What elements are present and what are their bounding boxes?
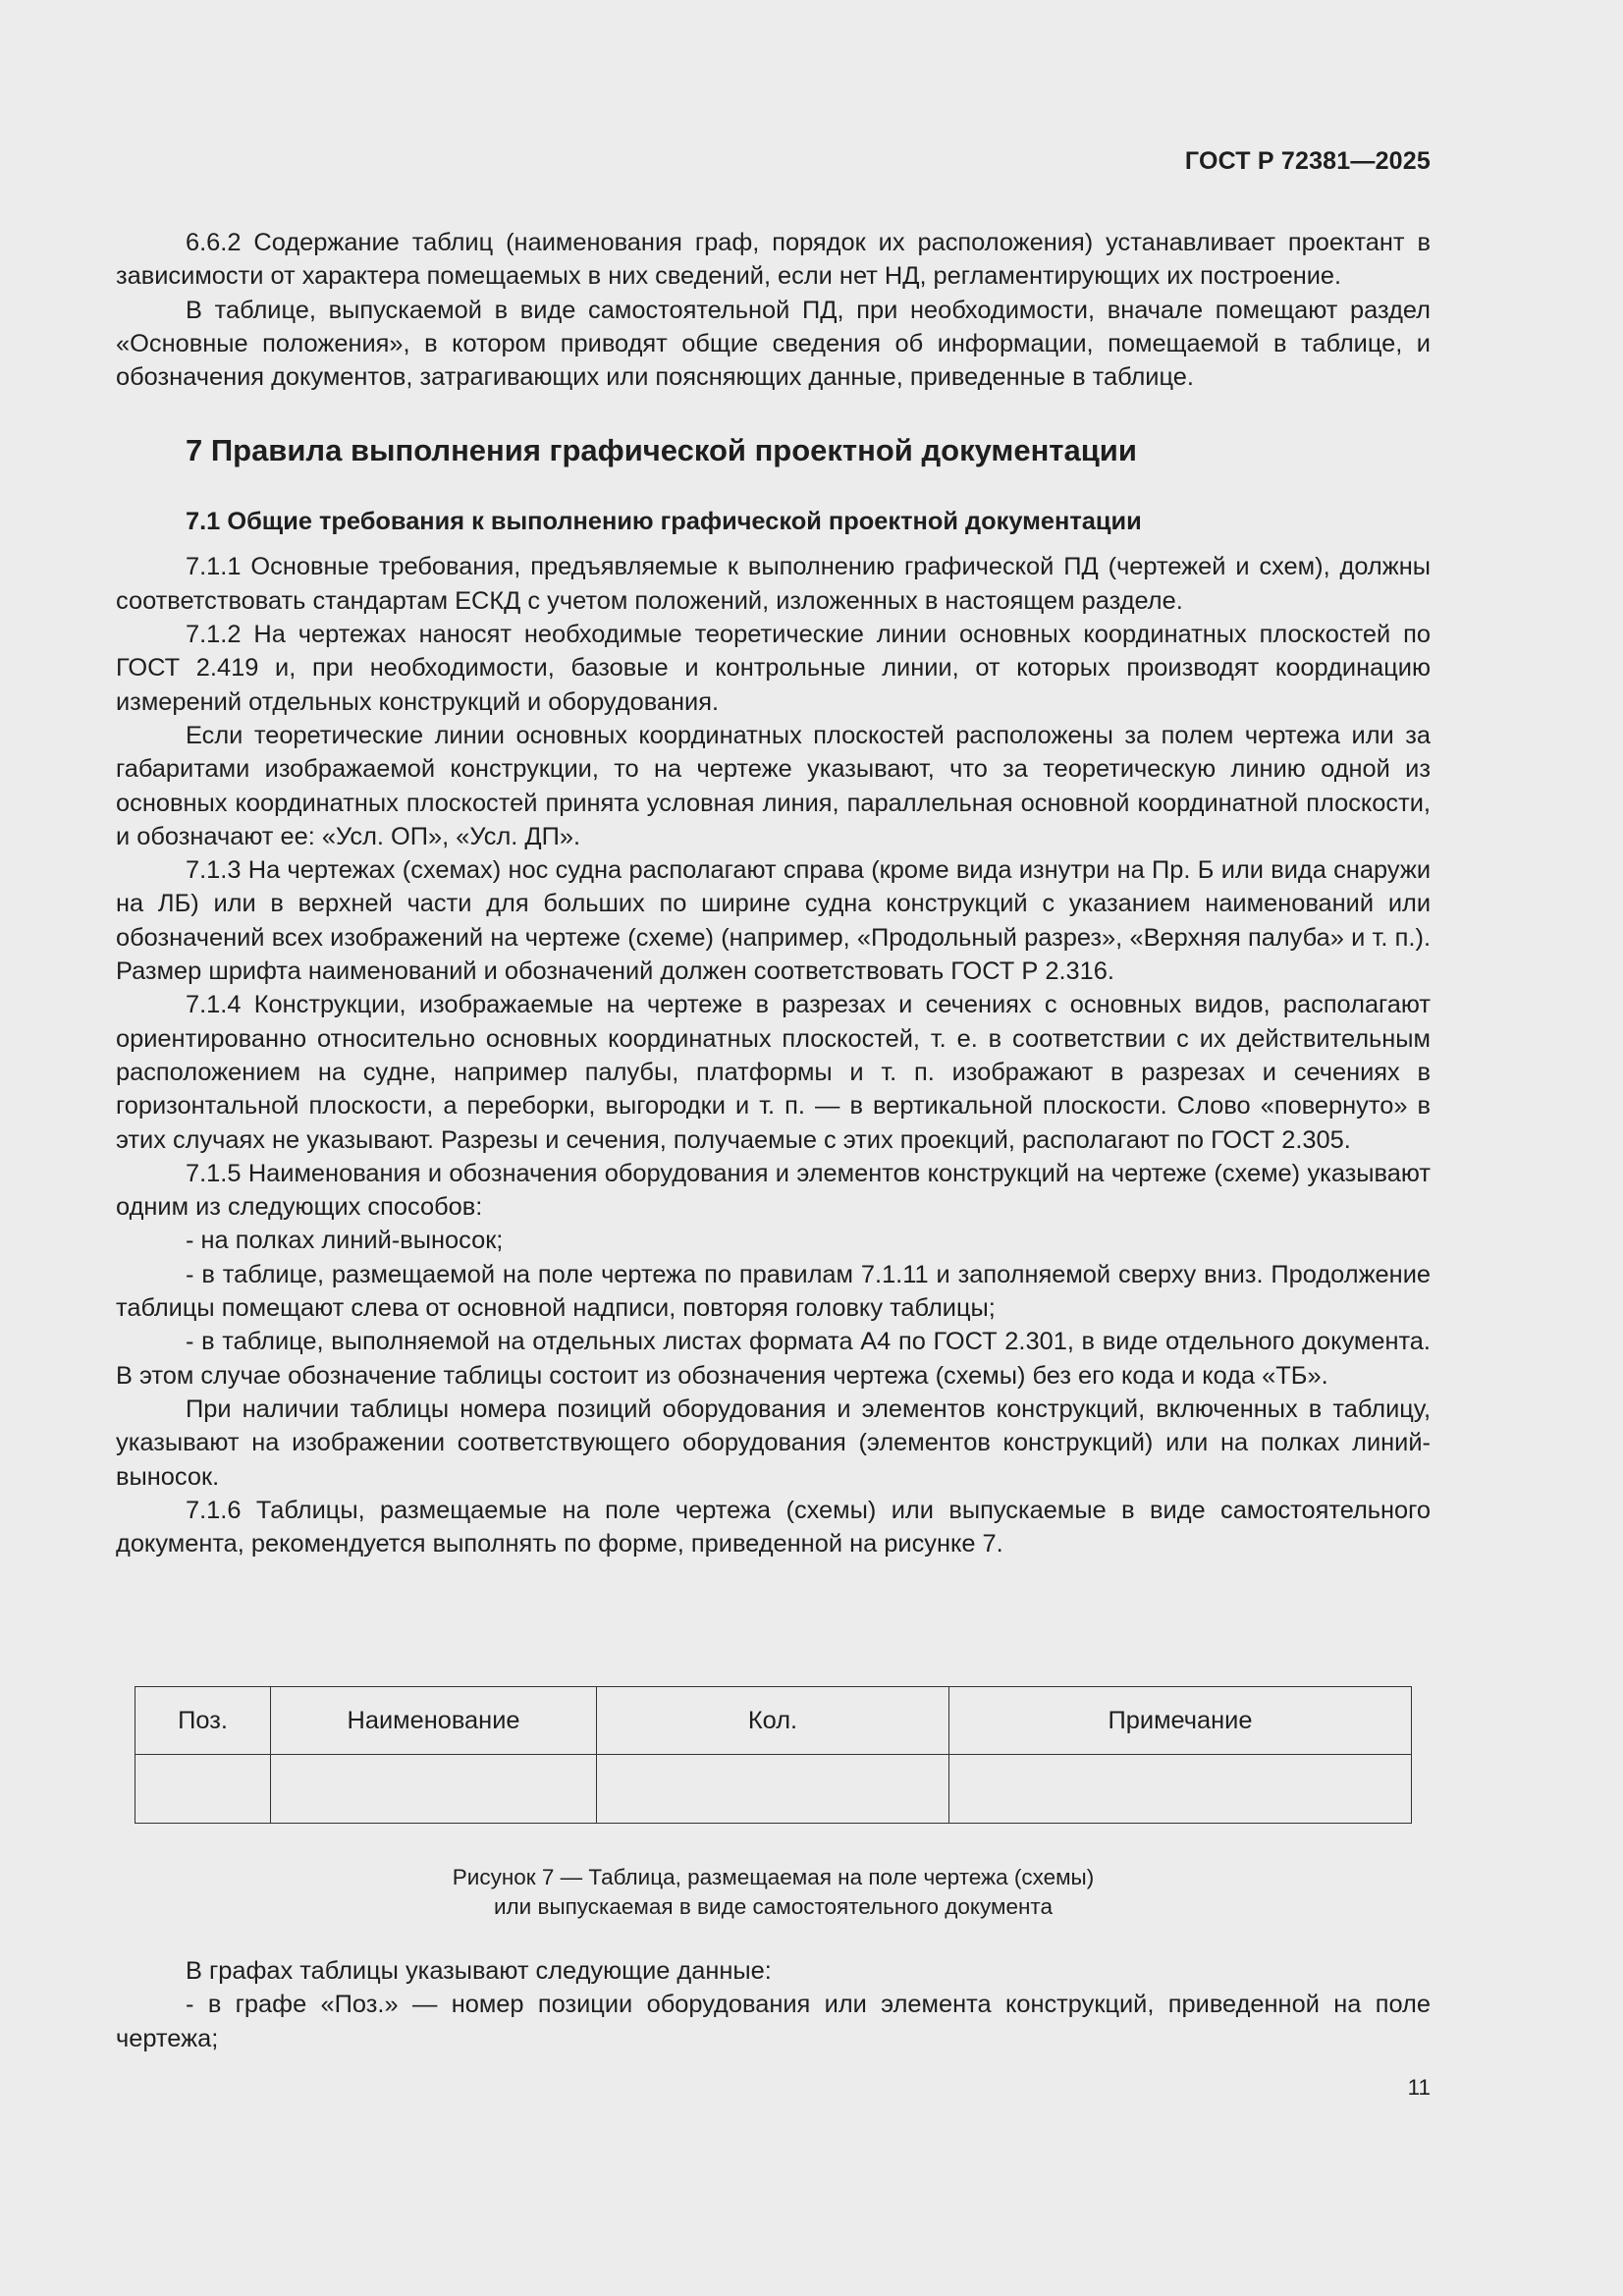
document-code-header: ГОСТ Р 72381—2025 bbox=[1184, 147, 1431, 175]
table-header-row bbox=[135, 1687, 1412, 1755]
paragraph-main-provisions: В таблице, выпускаемой в виде самостоятельной ПД, при необходимости, вначале помещают раздел «Основные положения», в котором приводят общие сведения об информации, помещаемой в таблице, и обозначения документов, затрагивающих или поясняющих данные, приведенные в таблице. bbox=[116, 296, 1431, 392]
list-item: - в таблице, размещаемой на поле чертежа по правилам 7.1.11 и заполняемой сверху вниз. Продолжение таблицы помещают слева от основной надписи, повторяя головку таблицы; bbox=[116, 1260, 1431, 1323]
paragraph-position-numbers: При наличии таблицы номера позиций оборудования и элементов конструкций, включенных в таблицу, указывают на изображении соответствующего оборудования (элементов конструкций) или на полках линий-выносок. bbox=[116, 1394, 1431, 1491]
table-row bbox=[135, 1755, 1412, 1824]
after-figure-text bbox=[116, 1954, 1431, 2055]
subsection-title: 7.1 Общие требования к выполнению графической проектной документации bbox=[186, 508, 1142, 536]
table-cell-empty bbox=[597, 1755, 949, 1824]
figure-7-table bbox=[135, 1686, 1412, 1824]
paragraph-theoretical-lines: Если теоретические линии основных координатных плоскостей расположены за полем чертежа или за габаритами изображаемой конструкции, то на чертеже указывают, что за теоретическую линию одной из основных координатных плоскостей принята условная линия, параллельная основной координатной плоскости, и обозначают ее: «Усл. ОП», «Усл. ДП». bbox=[116, 721, 1431, 850]
table-cell-empty bbox=[949, 1755, 1412, 1824]
figure-caption-line-2: или выпускаемая в виде самостоятельного документа bbox=[493, 1894, 1053, 1919]
paragraph-7-1-5: 7.1.5 Наименования и обозначения оборудования и элементов конструкций на чертеже (схеме) указывают одним из следующих способов: bbox=[116, 1159, 1431, 1222]
list-item: - на полках линий-выносок; bbox=[186, 1227, 504, 1255]
paragraph-7-1-1: 7.1.1 Основные требования, предъявляемые к выполнению графической ПД (чертежей и схем), должны соответствовать стандартам ЕСКД с учетом положений, изложенных в настоящем разделе. bbox=[116, 553, 1431, 615]
paragraph-6-6-2: 6.6.2 Содержание таблиц (наименования граф, порядок их расположения) устанавливает проектант в зависимости от характера помещаемых в них сведений, если нет НД, регламентирующих их построение. bbox=[116, 229, 1431, 291]
column-header-name: Наименование bbox=[271, 1687, 597, 1755]
figure-caption-line-1: Рисунок 7 — Таблица, размещаемая на поле чертежа (схемы) bbox=[452, 1865, 1095, 1889]
column-header-pos: Поз. bbox=[135, 1687, 271, 1755]
table-cell-empty bbox=[135, 1755, 271, 1824]
list-item: - в таблице, выполняемой на отдельных листах формата А4 по ГОСТ 2.301, в виде отдельного документа. В этом случае обозначение таблицы состоит из обозначения чертежа (схемы) без его кода и кода «ТБ». bbox=[116, 1328, 1431, 1390]
paragraph-7-1-2: 7.1.2 На чертежах наносят необходимые теоретические линии основных координатных плоскостей по ГОСТ 2.419 и, при необходимости, базовые и контрольные линии, от которых производят координацию измерений отдельных конструкций и оборудования. bbox=[116, 621, 1431, 716]
paragraph-7-1-4: 7.1.4 Конструкции, изображаемые на чертеже в разрезах и сечениях с основных видов, располагают ориентированно относительно основных координатных плоскостей, т. е. в соответствии с их действительным расположением на судне, например палубы, платформы и т. п. изображают в разрезах и сечениях в горизонтальной плоскости, а переборки, выгородки и т. п. — в вертикальной плоскости. Слово «повернуто» в этих случаях не указывают. Разрезы и сечения, получаемые с этих проекций, располагают по ГОСТ 2.305. bbox=[116, 991, 1431, 1154]
list-item: - в графе «Поз.» — номер позиции оборудования или элемента конструкций, приведенной на поле чертежа; bbox=[116, 1991, 1431, 2052]
main-text bbox=[116, 226, 1431, 1560]
section-title: 7 Правила выполнения графической проектной документации bbox=[186, 433, 1137, 468]
table-cell-empty bbox=[271, 1755, 597, 1824]
page-number: 11 bbox=[1407, 2075, 1431, 2100]
paragraph-columns-lead: В графах таблицы указывают следующие данные: bbox=[186, 1957, 772, 1985]
paragraph-7-1-3: 7.1.3 На чертежах (схемах) нос судна располагают справа (кроме вида изнутри на Пр. Б или вида снаружи на ЛБ) или в верхней части для больших по ширине судна конструкций с указанием наименований или обозначений всех изображений на чертеже (схеме) (например, «Продольный разрез», «Верхняя палуба» и т. п.). Размер шрифта наименований и обозначений должен соответствовать ГОСТ Р 2.316. bbox=[116, 856, 1431, 986]
column-header-qty: Кол. bbox=[597, 1687, 949, 1755]
column-header-note: Примечание bbox=[949, 1687, 1412, 1755]
paragraph-7-1-6: 7.1.6 Таблицы, размещаемые на поле чертежа (схемы) или выпускаемые в виде самостоятельного документа, рекомендуется выполнять по форме, приведенной на рисунке 7. bbox=[116, 1496, 1431, 1558]
